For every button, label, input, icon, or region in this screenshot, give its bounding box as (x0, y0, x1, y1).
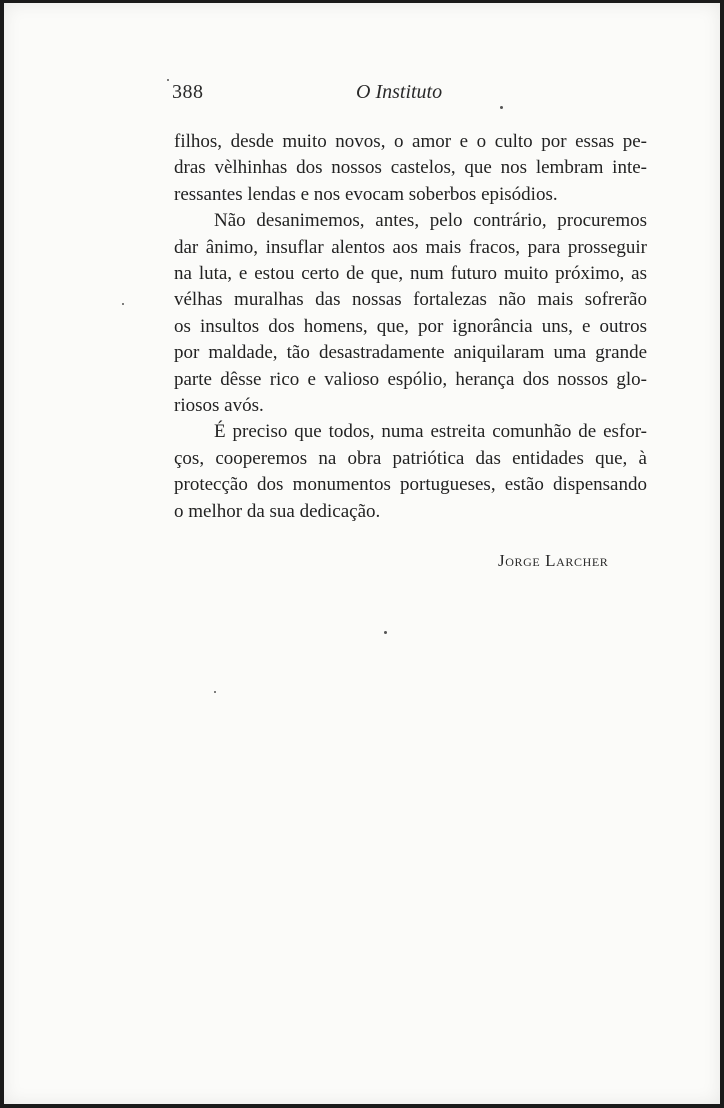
paragraph-3 (174, 419, 647, 525)
page-header (4, 81, 720, 111)
text-line: protecção dos monumentos portugueses, estão dispensando (174, 474, 647, 496)
paragraph-2 (174, 208, 647, 419)
text-line: filhos, desde muito novos, o amor e o culto por essas pe- (174, 131, 647, 152)
text-line: Não desanimemos, antes, pelo contrário, procuremos (214, 210, 647, 232)
text-line: ressantes lendas e nos evocam soberbos episódios. (174, 183, 558, 205)
page-number: 388 (172, 81, 204, 103)
paragraph-1 (174, 129, 647, 208)
text-line: ços, cooperemos na obra patriótica das entidades que, à (174, 447, 647, 469)
body-text (174, 129, 647, 525)
text-line: o melhor da sua dedicação. (174, 500, 381, 522)
text-line: riosos avós. (174, 395, 264, 417)
text-line: parte dêsse rico e valioso espólio, herança dos nossos glo- (174, 368, 647, 390)
scan-speck (500, 106, 503, 109)
running-title: O Instituto (356, 81, 443, 103)
scan-speck (214, 691, 216, 693)
text-line: por maldade, tão desastradamente aniquilaram uma grande (174, 342, 647, 364)
text-line: dar ânimo, insuflar alentos aos mais fracos, para prosseguir (174, 236, 647, 258)
text-line: vélhas muralhas das nossas fortalezas não mais sofrerão (174, 289, 647, 311)
text-line: dras vèlhinhas dos nossos castelos, que nos lembram inte- (174, 157, 647, 179)
author-signature: Jorge Larcher (498, 551, 609, 570)
book-page (4, 3, 720, 1104)
text-line: É preciso que todos, numa estreita comunhão de esfor- (214, 421, 647, 443)
text-line: os insultos dos homens, que, por ignorância uns, e outros (174, 315, 647, 337)
scan-speck (122, 303, 124, 305)
scan-speck (167, 79, 169, 81)
scan-speck (384, 631, 387, 634)
text-line: na luta, e estou certo de que, num futuro muito próximo, as (174, 263, 647, 285)
